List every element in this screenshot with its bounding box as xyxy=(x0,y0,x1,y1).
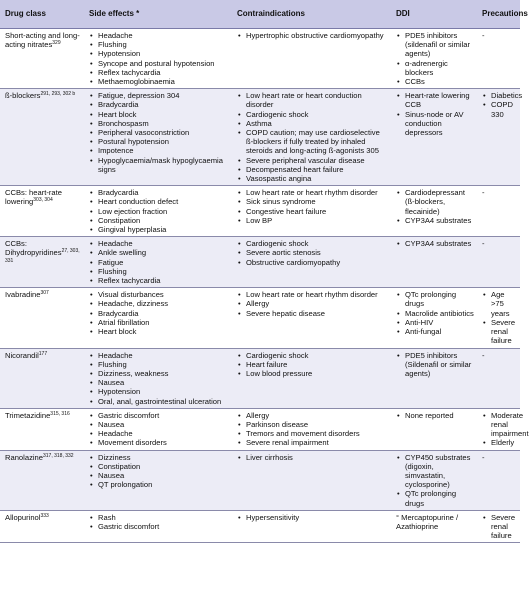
side-effect-item: • Nausea xyxy=(89,378,229,387)
drug-class-cell xyxy=(0,510,84,543)
ddi-list xyxy=(396,31,474,86)
contraindication-item: • Severe renal impairment xyxy=(237,438,388,447)
header-ddi: DDI xyxy=(391,0,477,29)
side-effect-item: • Fatigue, depression 304 xyxy=(89,91,229,100)
precautions-dash: - xyxy=(482,350,485,360)
drug-class-cell xyxy=(0,450,84,510)
contraindication-item: • Severe peripheral vascular disease xyxy=(237,156,388,165)
contraindications-cell xyxy=(232,510,391,543)
drug-class-name: Trimetazidine xyxy=(5,410,51,420)
side-effect-item: • Flushing xyxy=(89,40,229,49)
contraindication-list xyxy=(237,453,388,462)
reference-superscript: 177 xyxy=(38,350,48,357)
contraindications-cell xyxy=(232,288,391,348)
table-row xyxy=(0,348,520,408)
contraindication-list xyxy=(237,411,388,448)
reference-superscript: 315, 316 xyxy=(50,410,70,417)
side-effect-item: • Reflex tachycardia xyxy=(89,276,229,285)
precautions-dash: - xyxy=(482,452,485,462)
side-effect-item: • Bradycardia xyxy=(89,100,229,109)
side-effects-cell xyxy=(84,408,232,450)
precautions-dash: - xyxy=(482,31,485,40)
side-effect-item: • Nausea xyxy=(89,471,229,480)
contraindication-item: • Vasospastic angina xyxy=(237,174,388,183)
side-effect-list xyxy=(89,31,229,86)
side-effect-item: • Low ejection fraction xyxy=(89,207,229,216)
side-effect-item: • Dizziness xyxy=(89,453,229,462)
side-effect-item: • Flushing xyxy=(89,360,229,369)
ddi-cell xyxy=(391,29,477,89)
side-effect-item: • Gastric discomfort xyxy=(89,411,229,420)
contraindication-item: • Obstructive cardiomyopathy xyxy=(237,258,388,267)
contraindication-item: • Congestive heart failure xyxy=(237,207,388,216)
side-effect-item: • Headache xyxy=(89,31,229,40)
precaution-item: • Severe renal failure xyxy=(482,513,517,541)
drug-class-cell xyxy=(0,237,84,288)
drug-class-name: Short-acting and long-acting nitrates xyxy=(5,31,80,50)
precautions-cell xyxy=(477,408,529,450)
reference-superscript: 307 xyxy=(40,290,49,297)
table-row xyxy=(0,288,520,348)
ddi-item: • CYP3A4 substrates xyxy=(396,239,474,248)
ddi-list xyxy=(396,411,474,420)
drug-class-name: CCBs: Dihydropyridines xyxy=(5,239,62,258)
side-effects-cell xyxy=(84,348,232,408)
side-effects-cell xyxy=(84,510,232,543)
contraindication-list xyxy=(237,239,388,267)
header-drug-class: Drug class xyxy=(0,0,84,29)
ddi-list xyxy=(396,91,474,137)
contraindication-item: • Hypertrophic obstructive cardiomyopathy xyxy=(237,31,388,40)
ddi-cell xyxy=(391,89,477,186)
ddi-cell xyxy=(391,408,477,450)
side-effect-item: • Constipation xyxy=(89,462,229,471)
side-effect-item: • Bradycardia xyxy=(89,188,229,197)
ddi-item: • QTc prolonging drugs xyxy=(396,489,474,507)
drug-class-cell xyxy=(0,348,84,408)
side-effect-list xyxy=(89,91,229,174)
side-effect-item: • Rash xyxy=(89,513,229,522)
side-effect-item: • Hypoglycaemia/mask hypoglycaemia signs xyxy=(89,156,229,174)
drug-class-cell xyxy=(0,29,84,89)
ddi-item: • Anti-fungal xyxy=(396,327,474,336)
side-effect-item: • Movement disorders xyxy=(89,438,229,447)
contraindication-item: • Cardiogenic shock xyxy=(237,239,388,248)
contraindication-list xyxy=(237,513,388,522)
contraindication-list xyxy=(237,188,388,225)
header-side-effects: Side effects * xyxy=(84,0,232,29)
side-effect-item: • Bronchospasm xyxy=(89,119,229,128)
side-effect-item: • Headache, dizziness xyxy=(89,299,229,308)
contraindications-cell xyxy=(232,29,391,89)
side-effect-item: • Headache xyxy=(89,429,229,438)
side-effect-item: • Methaemoglobinaemia xyxy=(89,77,229,86)
precaution-list xyxy=(482,410,529,448)
contraindication-item: • Low heart rate or heart rhythm disorder xyxy=(237,188,388,197)
side-effect-item: • Constipation xyxy=(89,216,229,225)
contraindications-cell xyxy=(232,408,391,450)
side-effect-list xyxy=(89,513,229,531)
contraindication-item: • Heart failure xyxy=(237,360,388,369)
ddi-cell xyxy=(391,288,477,348)
contraindication-item: • Allergy xyxy=(237,411,388,420)
precaution-item: • Moderate renal impairment xyxy=(482,411,517,439)
side-effects-cell xyxy=(84,89,232,186)
table-row xyxy=(0,510,520,543)
side-effect-item: • Flushing xyxy=(89,267,229,276)
contraindication-item: • Cardiogenic shock xyxy=(237,351,388,360)
ddi-list xyxy=(396,351,474,379)
side-effect-item: • Dizziness, weakness xyxy=(89,369,229,378)
side-effect-list xyxy=(89,239,229,285)
ddi-item: • Heart-rate lowering CCB xyxy=(396,91,474,109)
ddi-list xyxy=(396,453,474,508)
drug-class-name: ß-blockers xyxy=(5,91,41,101)
drug-class-cell xyxy=(0,89,84,186)
side-effect-item: • Hypotension xyxy=(89,49,229,58)
reference-superscript: 27, 303, 331 xyxy=(5,248,80,264)
table-row xyxy=(0,186,520,237)
contraindication-item: • Asthma xyxy=(237,119,388,128)
reference-superscript: 333 xyxy=(40,512,49,519)
side-effects-cell xyxy=(84,29,232,89)
ddi-cell xyxy=(391,348,477,408)
precautions-cell xyxy=(477,348,520,408)
table-row xyxy=(0,408,520,450)
drug-class-name: Allopurinol xyxy=(5,512,41,522)
side-effect-item: • Ankle swelling xyxy=(89,248,229,257)
side-effect-item: • Headache xyxy=(89,351,229,360)
table-row xyxy=(0,29,520,89)
side-effect-list xyxy=(89,290,229,336)
table-body xyxy=(0,29,529,543)
table-row xyxy=(0,237,520,288)
side-effects-cell xyxy=(84,237,232,288)
drug-class-name: Nicorandil xyxy=(5,350,39,360)
precaution-item: • COPD 330 xyxy=(482,100,517,118)
side-effect-item: • Fatigue xyxy=(89,258,229,267)
ddi-list xyxy=(396,188,474,225)
reference-superscript: 291, 293, 302 b xyxy=(40,91,76,98)
side-effect-item: • Reflex tachycardia xyxy=(89,68,229,77)
side-effect-item: • Gastric discomfort xyxy=(89,522,229,531)
contraindication-item: • Cardiogenic shock xyxy=(237,110,388,119)
contraindication-list xyxy=(237,31,388,40)
side-effect-list xyxy=(89,453,229,490)
precautions-cell xyxy=(477,288,520,348)
side-effect-list xyxy=(89,351,229,406)
contraindication-list xyxy=(237,351,388,379)
contraindication-item: • Low blood pressure xyxy=(237,369,388,378)
side-effect-item: • Visual disturbances xyxy=(89,290,229,299)
side-effect-item: • Gingival hyperplasia xyxy=(89,225,229,234)
side-effect-item: • Heart block xyxy=(89,110,229,119)
contraindication-item: • Parkinson disease xyxy=(237,420,388,429)
drug-class-name: Ivabradine xyxy=(5,290,41,300)
side-effect-item: • Atrial fibrillation xyxy=(89,318,229,327)
contraindication-item: • Tremors and movement disorders xyxy=(237,429,388,438)
side-effect-item: • Nausea xyxy=(89,420,229,429)
table-header-row xyxy=(0,0,520,29)
side-effect-item: • Oral, anal, gastrointestinal ulceration xyxy=(89,397,229,406)
ddi-item: • Anti-HIV xyxy=(396,318,474,327)
contraindication-item: • COPD caution; may use cardioselective ß-blockers if fully treated by inhaled steroids and long-acting ß-agonists 305 xyxy=(237,128,388,156)
contraindication-item: • Severe aortic stenosis xyxy=(237,248,388,257)
precautions-cell xyxy=(477,29,520,89)
ddi-cell xyxy=(391,510,477,543)
side-effect-item: • Heart block xyxy=(89,327,229,336)
precautions-dash: - xyxy=(482,188,485,198)
side-effect-item: • QT prolongation xyxy=(89,480,229,489)
precaution-list xyxy=(482,290,517,345)
precautions-cell xyxy=(477,237,520,288)
contraindication-list xyxy=(237,91,388,183)
ddi-item: • Cardiodepressant (ß-blockers, flecainide) xyxy=(396,188,474,216)
contraindications-cell xyxy=(232,89,391,186)
side-effect-list xyxy=(89,188,229,234)
precaution-list xyxy=(482,91,523,119)
ddi-item: • PDE5 inhibitors (sildenafil or similar agents) xyxy=(396,31,474,59)
header-contraindications: Contraindications xyxy=(232,0,391,29)
ddi-cell xyxy=(391,450,477,510)
side-effect-item: • Hypotension xyxy=(89,387,229,396)
side-effect-item: • Peripheral vasoconstriction xyxy=(89,128,229,137)
reference-superscript: 329 xyxy=(52,40,61,47)
ddi-list xyxy=(396,239,474,248)
drug-class-name: CCBs: heart-rate lowering xyxy=(5,188,62,207)
drug-class-cell xyxy=(0,408,84,450)
precautions-cell xyxy=(477,510,520,543)
precaution-item: • Diabetics xyxy=(482,91,517,100)
table-row xyxy=(0,450,520,510)
contraindication-item: • Low BP xyxy=(237,216,388,225)
ddi-item: • Sinus-node or AV conduction depressors xyxy=(396,110,474,138)
contraindication-item: • Allergy xyxy=(237,299,388,308)
precautions-cell xyxy=(477,186,520,237)
contraindication-item: • Liver cirrhosis xyxy=(237,453,388,462)
table-row xyxy=(0,89,520,186)
ddi-cell xyxy=(391,237,477,288)
precaution-item: • Severe renal failure xyxy=(482,318,517,346)
precautions-dash: - xyxy=(482,239,485,249)
reference-superscript: 317, 318, 332 xyxy=(43,452,74,459)
side-effect-item: • Bradycardia xyxy=(89,309,229,318)
reference-superscript: 303, 304 xyxy=(33,197,53,204)
ddi-item: • None reported xyxy=(396,411,474,420)
side-effect-item: • Headache xyxy=(89,239,229,248)
side-effect-list xyxy=(89,411,229,448)
drug-class-cell xyxy=(0,186,84,237)
contraindication-item: • Hypersensitivity xyxy=(237,513,388,522)
side-effects-cell xyxy=(84,186,232,237)
ddi-item: • Macrolide antibiotics xyxy=(396,309,474,318)
contraindication-item: • Low heart rate or heart rhythm disorder xyxy=(237,290,388,299)
contraindications-cell xyxy=(232,450,391,510)
contraindications-cell xyxy=(232,237,391,288)
drug-class-cell xyxy=(0,288,84,348)
ddi-item: • QTc prolonging drugs xyxy=(396,290,474,308)
side-effects-cell xyxy=(84,288,232,348)
ddi-item: • CCBs xyxy=(396,77,474,86)
contraindication-item: • Severe hepatic disease xyxy=(237,309,388,318)
precautions-cell xyxy=(477,450,520,510)
drug-class-name: Ranolazine xyxy=(5,452,43,462)
side-effects-cell xyxy=(84,450,232,510)
side-effect-item: • Impotence xyxy=(89,146,229,155)
contraindication-list xyxy=(237,290,388,318)
ddi-item: • α-adrenergic blockers xyxy=(396,59,474,77)
ddi-item: • PDE5 inhibitors (Sildenafil or similar agents) xyxy=(396,351,474,379)
side-effect-item: • Postural hypotension xyxy=(89,137,229,146)
precaution-item: • Elderly xyxy=(482,438,517,447)
precaution-list xyxy=(482,513,517,541)
precautions-cell xyxy=(477,89,523,186)
side-effect-item: • Syncope and postural hypotension xyxy=(89,59,229,68)
ddi-item: • CYP450 substrates (digoxin, simvastatin, cyclosporine) xyxy=(396,453,474,490)
contraindications-cell xyxy=(232,348,391,408)
ddi-text: ° Mercaptopurine / Azathioprine xyxy=(396,512,459,531)
ddi-list xyxy=(396,290,474,336)
side-effect-item: • Heart conduction defect xyxy=(89,197,229,206)
ddi-item: • CYP3A4 substrates xyxy=(396,216,474,225)
precaution-item: • Age >75 years xyxy=(482,290,517,318)
ddi-cell xyxy=(391,186,477,237)
contraindication-item: • Decompensated heart failure xyxy=(237,165,388,174)
header-precautions: Precautions xyxy=(477,0,520,29)
contraindication-item: • Sick sinus syndrome xyxy=(237,197,388,206)
contraindications-cell xyxy=(232,186,391,237)
contraindication-item: • Low heart rate or heart conduction disorder xyxy=(237,91,388,109)
